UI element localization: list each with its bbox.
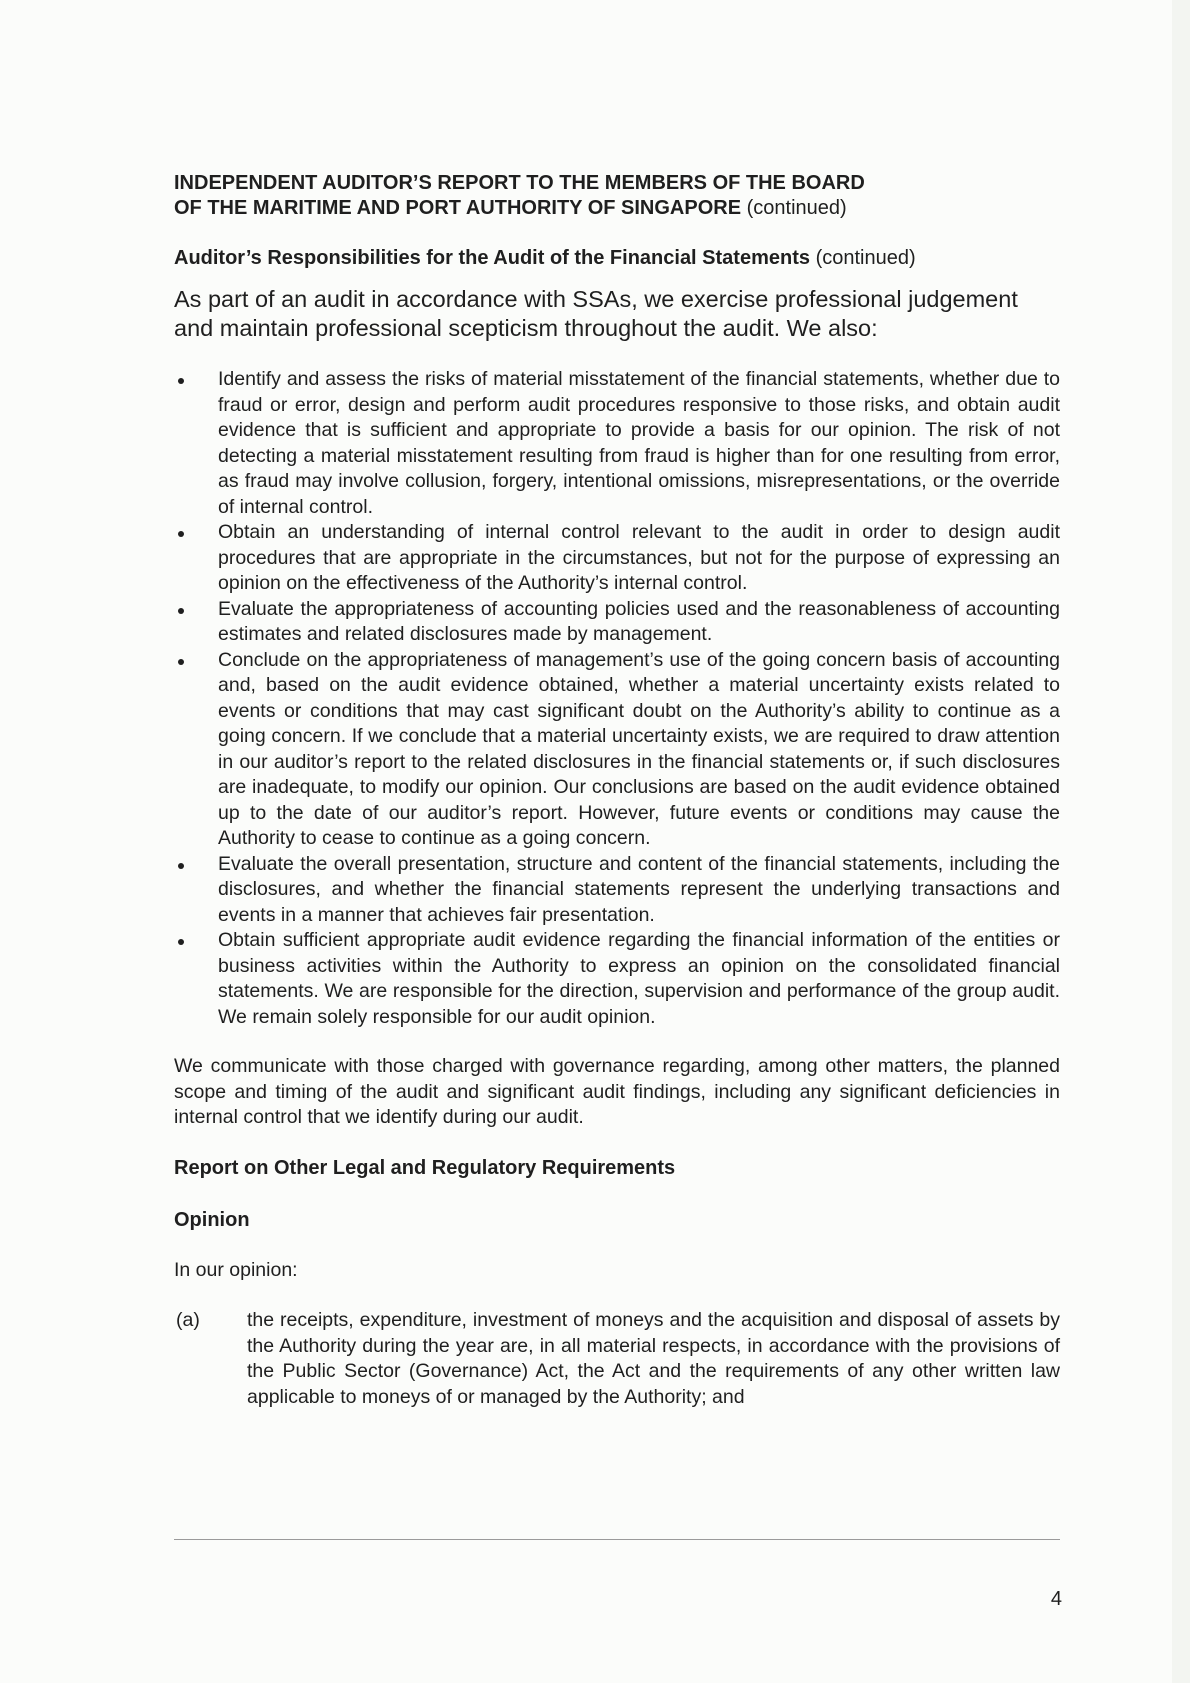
page-content: [174, 171, 1060, 1410]
opinion-intro: In our opinion:: [174, 1258, 298, 1281]
bullet-item: [174, 597, 1060, 648]
bullet-item: [174, 520, 1060, 597]
bullet-text: Obtain sufficient appropriate audit evidence regarding the financial information of the entities or business activities within the Authority to express an opinion on the consolidated financial statements. We are responsible for the direction, supervision and performance of the group audit. We remain solely responsible for our audit opinion.: [218, 929, 1060, 1028]
opinion-item-a: [174, 1308, 1060, 1410]
responsibilities-heading-text: Auditor’s Responsibilities for the Audit of the Financial Statements: [174, 247, 810, 269]
bullet-item: [174, 367, 1060, 520]
bullet-dot-icon: [178, 378, 184, 384]
opinion-heading: Opinion: [174, 1208, 250, 1231]
bullet-text: Identify and assess the risks of material misstatement of the financial statements, whether due to fraud or error, design and perform audit procedures responsive to those risks, and obtain audit evidence that is sufficient and appropriate to provide a basis for our opinion. The risk of not detecting a material misstatement resulting from fraud is higher than for one resulting from error, as fraud may involve collusion, forgery, intentional omissions, misrepresentations, or the override of internal control.: [218, 368, 1060, 518]
responsibilities-heading-continued: (continued): [815, 247, 916, 269]
bullet-item: [174, 928, 1060, 1030]
bullet-dot-icon: [178, 608, 184, 614]
legal-requirements-heading: Report on Other Legal and Regulatory Requirements: [174, 1156, 676, 1179]
bullet-dot-icon: [178, 531, 184, 537]
report-title-line1: INDEPENDENT AUDITOR’S REPORT TO THE MEMBERS OF THE BOARD: [174, 172, 865, 194]
report-title: [174, 171, 1060, 221]
opinion-item-marker: (a): [176, 1309, 200, 1331]
bullet-text: Obtain an understanding of internal control relevant to the audit in order to design audit procedures that are appropriate in the circumstances, but not for the purpose of expressing an opinion on the effectiveness of the Authority’s internal control.: [218, 521, 1060, 594]
bullet-item: [174, 852, 1060, 929]
report-title-line2: OF THE MARITIME AND PORT AUTHORITY OF SINGAPORE: [174, 197, 742, 219]
bullet-item: [174, 648, 1060, 852]
opinion-item-text: the receipts, expenditure, investment of moneys and the acquisition and disposal of assets by the Authority during the year are, in all material respects, in accordance with the provisions of the Public Sector (Governance) Act, the Act and the requirements of any other written law applicable to moneys of or managed by the Authority; and: [247, 1309, 1060, 1408]
bullet-dot-icon: [178, 659, 184, 665]
governance-communication-paragraph: We communicate with those charged with governance regarding, among other matters, the planned scope and timing of the audit and significant audit findings, including any significant deficiencies in internal control that we identify during our audit.: [174, 1055, 1060, 1128]
report-title-continued: (continued): [746, 197, 847, 219]
footer-divider: [174, 1539, 1060, 1540]
bullet-text: Evaluate the overall presentation, structure and content of the financial statements, including the disclosures, and whether the financial statements represent the underlying transactions and events in a manner that achieves fair presentation.: [218, 852, 1060, 926]
responsibilities-bullet-list: [174, 367, 1060, 1030]
bullet-dot-icon: [178, 939, 184, 945]
bullet-text: Conclude on the appropriateness of management’s use of the going concern basis of accounting and, based on the audit evidence obtained, whether a material uncertainty exists related to events or conditions that may cast significant doubt on the Authority’s ability to continue as a going concern. If we conclude that a material uncertainty exists, we are required to draw attention in our auditor’s report to the related disclosures in the financial statements or, if such disclosures are inadequate, to modify our opinion. Our conclusions are based on the audit evidence obtained up to the date of our auditor’s report. However, future events or conditions may cause the Authority to cease to continue as a going concern.: [218, 648, 1060, 849]
responsibilities-intro: As part of an audit in accordance with SSAs, we exercise professional judgement and maintain professional scepticism throughout the audit. We also:: [174, 286, 1018, 341]
bullet-text: Evaluate the appropriateness of accounting policies used and the reasonableness of accounting estimates and related disclosures made by management.: [218, 597, 1060, 645]
responsibilities-heading: [174, 245, 1060, 271]
bullet-dot-icon: [178, 863, 184, 869]
page-number: 4: [1050, 1588, 1062, 1610]
